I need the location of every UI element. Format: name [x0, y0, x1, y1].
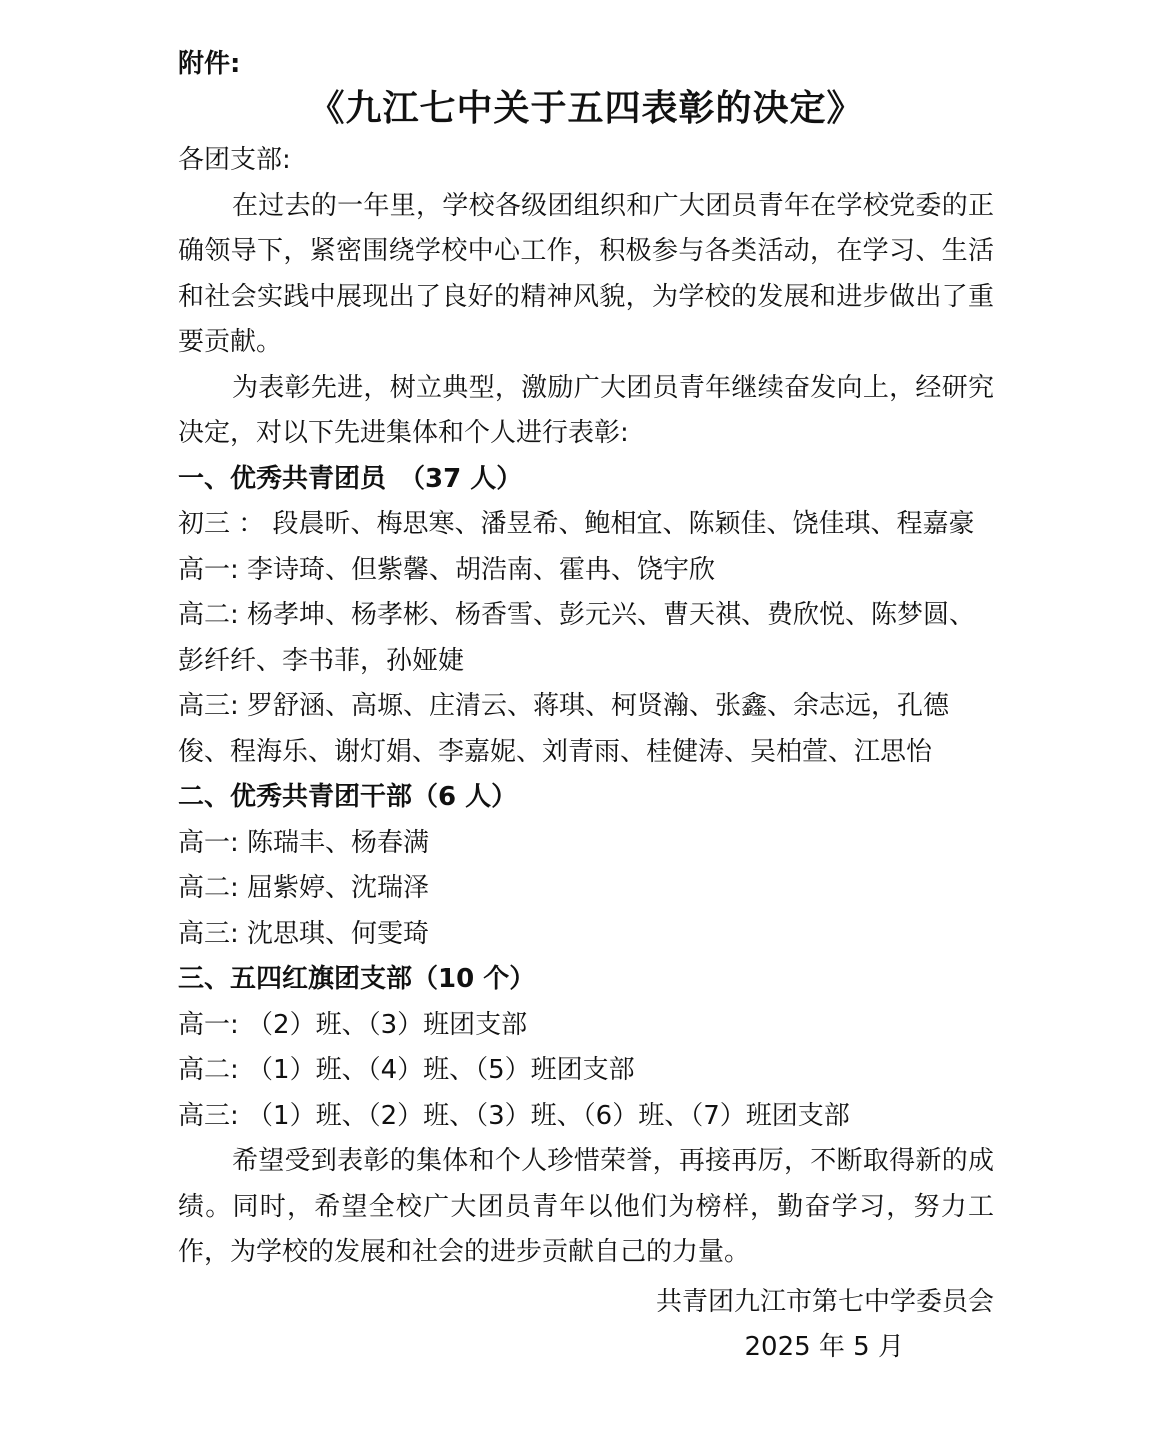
intro-paragraph-1: 在过去的一年里，学校各级团组织和广大团员青年在学校党委的正确领导下，紧密围绕学校中心工作，积极参与各类活动，在学习、生活和社会实践中展现出了良好的精神风貌，为学校的发展和进步做出了重要贡献。 [178, 190, 994, 357]
list-item: 高三: 罗舒涵、高塬、庄清云、蒋琪、柯贤瀚、张鑫、余志远，孔德俊、程海乐、谢灯娟、李嘉妮、刘青雨、桂健涛、吴柏萱、江思怡 [178, 691, 950, 767]
list-item: 高一: 李诗琦、但紫馨、胡浩南、霍冉、饶宇欣 [178, 554, 716, 585]
list-item: 初三 ： 段晨昕、梅思寒、潘昱希、鲍相宜、陈颖佳、饶佳琪、程嘉豪 [178, 509, 975, 539]
list-item: 高二: 屈紫婷、沈瑞泽 [178, 873, 430, 903]
salutation: 各团支部: [178, 145, 291, 175]
section-heading-outstanding-members: 一、优秀共青团员 （37 人） [178, 463, 523, 494]
list-item: 高一: （2）班、（3）班团支部 [178, 1009, 528, 1040]
list-item: 高一: 陈瑞丰、杨春满 [178, 827, 430, 858]
list-item: 高二: （1）班、（4）班、（5）班团支部 [178, 1055, 635, 1085]
list-item: 高三: 沈思琪、何雯琦 [178, 918, 430, 949]
document-page [178, 42, 994, 1371]
section-heading-outstanding-cadres: 二、优秀共青团干部（6 人） [178, 782, 518, 812]
list-item: 高二: 杨孝坤、杨孝彬、杨香雪、彭元兴、曹天祺、费欣悦、陈梦圆、彭纤纤、李书菲，孙娅婕 [178, 600, 976, 676]
document-date: 2025 年 5 月 [744, 1332, 904, 1362]
section-heading-red-flag-branches: 三、五四红旗团支部（10 个） [178, 964, 536, 994]
attachment-label: 附件: [178, 49, 241, 79]
intro-paragraph-2: 为表彰先进，树立典型，激励广大团员青年继续奋发向上，经研究决定，对以下先进集体和个人进行表彰: [178, 372, 994, 448]
signature: 共青团九江市第七中学委员会 [655, 1286, 994, 1317]
document-title: 《九江七中关于五四表彰的决定》 [308, 88, 864, 129]
closing-paragraph: 希望受到表彰的集体和个人珍惜荣誉，再接再厉，不断取得新的成绩。同时，希望全校广大团员青年以他们为榜样，勤奋学习，努力工作，为学校的发展和社会的进步贡献自己的力量。 [178, 1146, 994, 1267]
list-item: 高三: （1）班、（2）班、（3）班、（6）班、（7）班团支部 [178, 1100, 850, 1131]
